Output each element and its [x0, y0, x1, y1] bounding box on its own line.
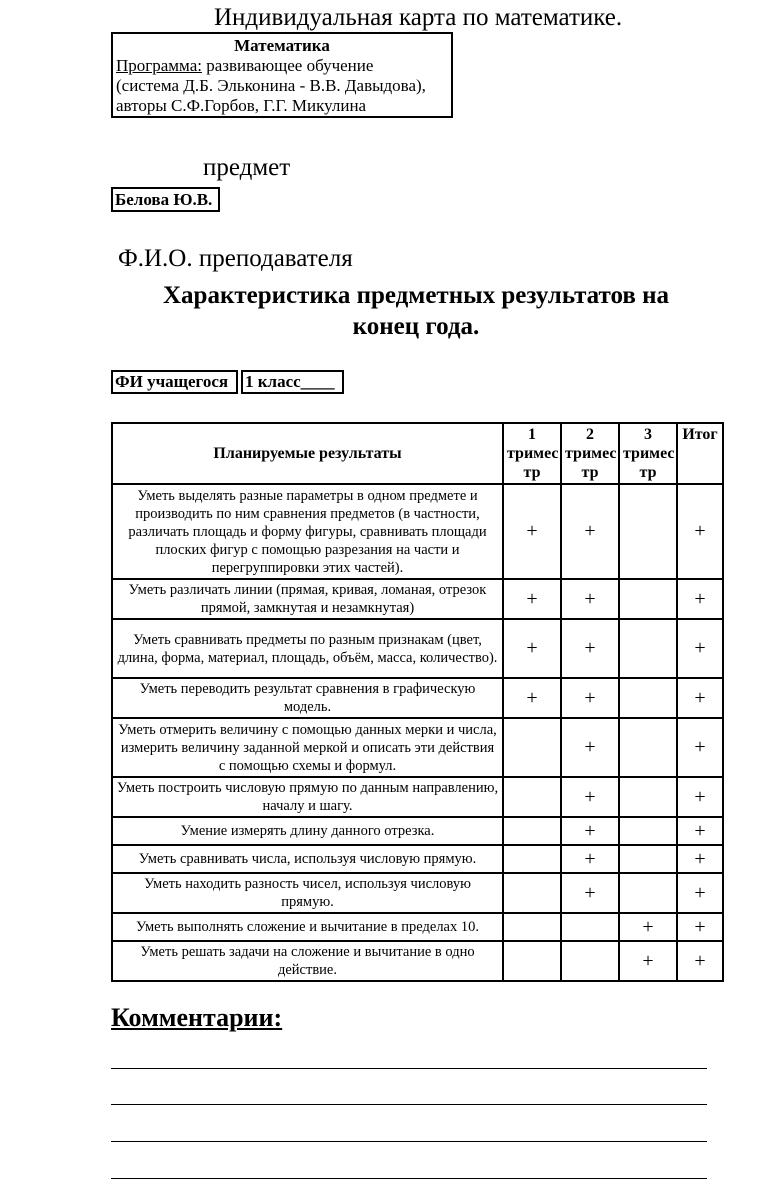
- mark-total[interactable]: +: [677, 817, 723, 845]
- mark-trimester-2[interactable]: +: [561, 579, 619, 619]
- result-description: Уметь сравнивать числа, используя числовую прямую.: [112, 845, 503, 873]
- mark-trimester-3[interactable]: +: [619, 941, 677, 981]
- mark-trimester-3[interactable]: [619, 619, 677, 678]
- table-row: [112, 845, 723, 873]
- mark-total[interactable]: +: [677, 913, 723, 941]
- header-trimester-2: 2 тримес тр: [561, 423, 619, 484]
- teacher-label: Ф.И.О. преподавателя: [118, 245, 353, 272]
- mark-total[interactable]: +: [677, 619, 723, 678]
- comment-line[interactable]: [111, 1141, 707, 1142]
- mark-trimester-2[interactable]: +: [561, 484, 619, 579]
- mark-trimester-2[interactable]: +: [561, 718, 619, 777]
- result-description: Уметь переводить результат сравнения в графическую модель.: [112, 678, 503, 718]
- mark-trimester-3[interactable]: [619, 579, 677, 619]
- program-text-1: развивающее обучение: [201, 56, 374, 75]
- result-description: Уметь построить числовую прямую по данным направлению, началу и шагу.: [112, 777, 503, 817]
- page-heading: [111, 280, 721, 342]
- table-row: [112, 777, 723, 817]
- table-row: [112, 484, 723, 579]
- mark-trimester-1[interactable]: +: [503, 678, 561, 718]
- mark-trimester-3[interactable]: [619, 678, 677, 718]
- table-row: [112, 913, 723, 941]
- result-description: Умение измерять длину данного отрезка.: [112, 817, 503, 845]
- program-line-2: (система Д.Б. Эльконина - В.В. Давыдова),: [116, 76, 426, 95]
- mark-trimester-2[interactable]: +: [561, 777, 619, 817]
- teacher-name-field[interactable]: Белова Ю.В.: [111, 187, 220, 212]
- program-line-3: авторы С.Ф.Горбов, Г.Г. Микулина: [116, 96, 367, 115]
- mark-trimester-1[interactable]: [503, 777, 561, 817]
- table-row: [112, 817, 723, 845]
- program-label: Программа:: [116, 56, 202, 75]
- mark-trimester-2[interactable]: +: [561, 817, 619, 845]
- results-table: [111, 422, 724, 982]
- result-description: Уметь находить разность чисел, используя числовую прямую.: [112, 873, 503, 913]
- mark-trimester-2[interactable]: [561, 913, 619, 941]
- class-field[interactable]: 1 класс____: [241, 370, 344, 394]
- result-description: Уметь выделять разные параметры в одном предмете и производить по ним сравнения предметов (в частности, различать площадь и форму фигуры, сравнивать площади плоских фигур с помощью разрезания на части и перегруппировки этих частей).: [112, 484, 503, 579]
- table-row: [112, 579, 723, 619]
- mark-trimester-3[interactable]: [619, 817, 677, 845]
- mark-trimester-1[interactable]: [503, 941, 561, 981]
- mark-trimester-2[interactable]: +: [561, 873, 619, 913]
- table-row: [112, 678, 723, 718]
- mark-trimester-1[interactable]: [503, 817, 561, 845]
- mark-total[interactable]: +: [677, 777, 723, 817]
- mark-trimester-1[interactable]: [503, 718, 561, 777]
- heading-line-2: конец года.: [352, 313, 480, 340]
- comment-line[interactable]: [111, 1104, 707, 1105]
- mark-total[interactable]: +: [677, 579, 723, 619]
- mark-total[interactable]: +: [677, 873, 723, 913]
- mark-trimester-3[interactable]: [619, 718, 677, 777]
- program-line-1: [116, 56, 448, 76]
- mark-trimester-1[interactable]: [503, 845, 561, 873]
- mark-trimester-2[interactable]: +: [561, 678, 619, 718]
- mark-trimester-3[interactable]: [619, 845, 677, 873]
- mark-trimester-2[interactable]: [561, 941, 619, 981]
- result-description: Уметь различать линии (прямая, кривая, ломаная, отрезок прямой, замкнутая и незамкнутая): [112, 579, 503, 619]
- result-description: Уметь сравнивать предметы по разным признакам (цвет, длина, форма, материал, площадь, объём, масса, количество).: [112, 619, 503, 678]
- mark-trimester-2[interactable]: +: [561, 619, 619, 678]
- table-row: [112, 941, 723, 981]
- table-row: [112, 718, 723, 777]
- table-row: [112, 619, 723, 678]
- mark-trimester-3[interactable]: [619, 777, 677, 817]
- mark-trimester-1[interactable]: [503, 913, 561, 941]
- result-description: Уметь решать задачи на сложение и вычитание в одно действие.: [112, 941, 503, 981]
- subject-label: предмет: [203, 154, 291, 181]
- mark-total[interactable]: +: [677, 941, 723, 981]
- mark-trimester-1[interactable]: +: [503, 579, 561, 619]
- mark-total[interactable]: +: [677, 678, 723, 718]
- result-description: Уметь выполнять сложение и вычитание в пределах 10.: [112, 913, 503, 941]
- subject-title: Математика: [234, 36, 330, 55]
- mark-trimester-1[interactable]: +: [503, 619, 561, 678]
- table-row: [112, 873, 723, 913]
- heading-line-1: Характеристика предметных результатов на: [162, 282, 670, 309]
- mark-trimester-3[interactable]: [619, 873, 677, 913]
- header-total: Итог: [677, 423, 723, 484]
- mark-trimester-3[interactable]: [619, 484, 677, 579]
- result-description: Уметь отмерить величину с помощью данных мерки и числа, измерить величину заданной меркой и описать эти действия с помощью схемы и формул.: [112, 718, 503, 777]
- document-title: Индивидуальная карта по математике.: [214, 4, 623, 31]
- comment-line[interactable]: [111, 1068, 707, 1069]
- mark-total[interactable]: +: [677, 484, 723, 579]
- header-trimester-1: 1 тримес тр: [503, 423, 561, 484]
- comment-line[interactable]: [111, 1178, 707, 1179]
- mark-trimester-3[interactable]: +: [619, 913, 677, 941]
- student-label-box: ФИ учащегося: [111, 370, 238, 394]
- mark-trimester-2[interactable]: +: [561, 845, 619, 873]
- subject-box: [111, 32, 453, 118]
- comments-title: Комментарии:: [111, 1003, 283, 1032]
- header-trimester-3: 3 тримес тр: [619, 423, 677, 484]
- mark-total[interactable]: +: [677, 718, 723, 777]
- mark-trimester-1[interactable]: [503, 873, 561, 913]
- header-planned-results: Планируемые результаты: [112, 423, 503, 484]
- mark-trimester-1[interactable]: +: [503, 484, 561, 579]
- table-header-row: [112, 423, 723, 484]
- mark-total[interactable]: +: [677, 845, 723, 873]
